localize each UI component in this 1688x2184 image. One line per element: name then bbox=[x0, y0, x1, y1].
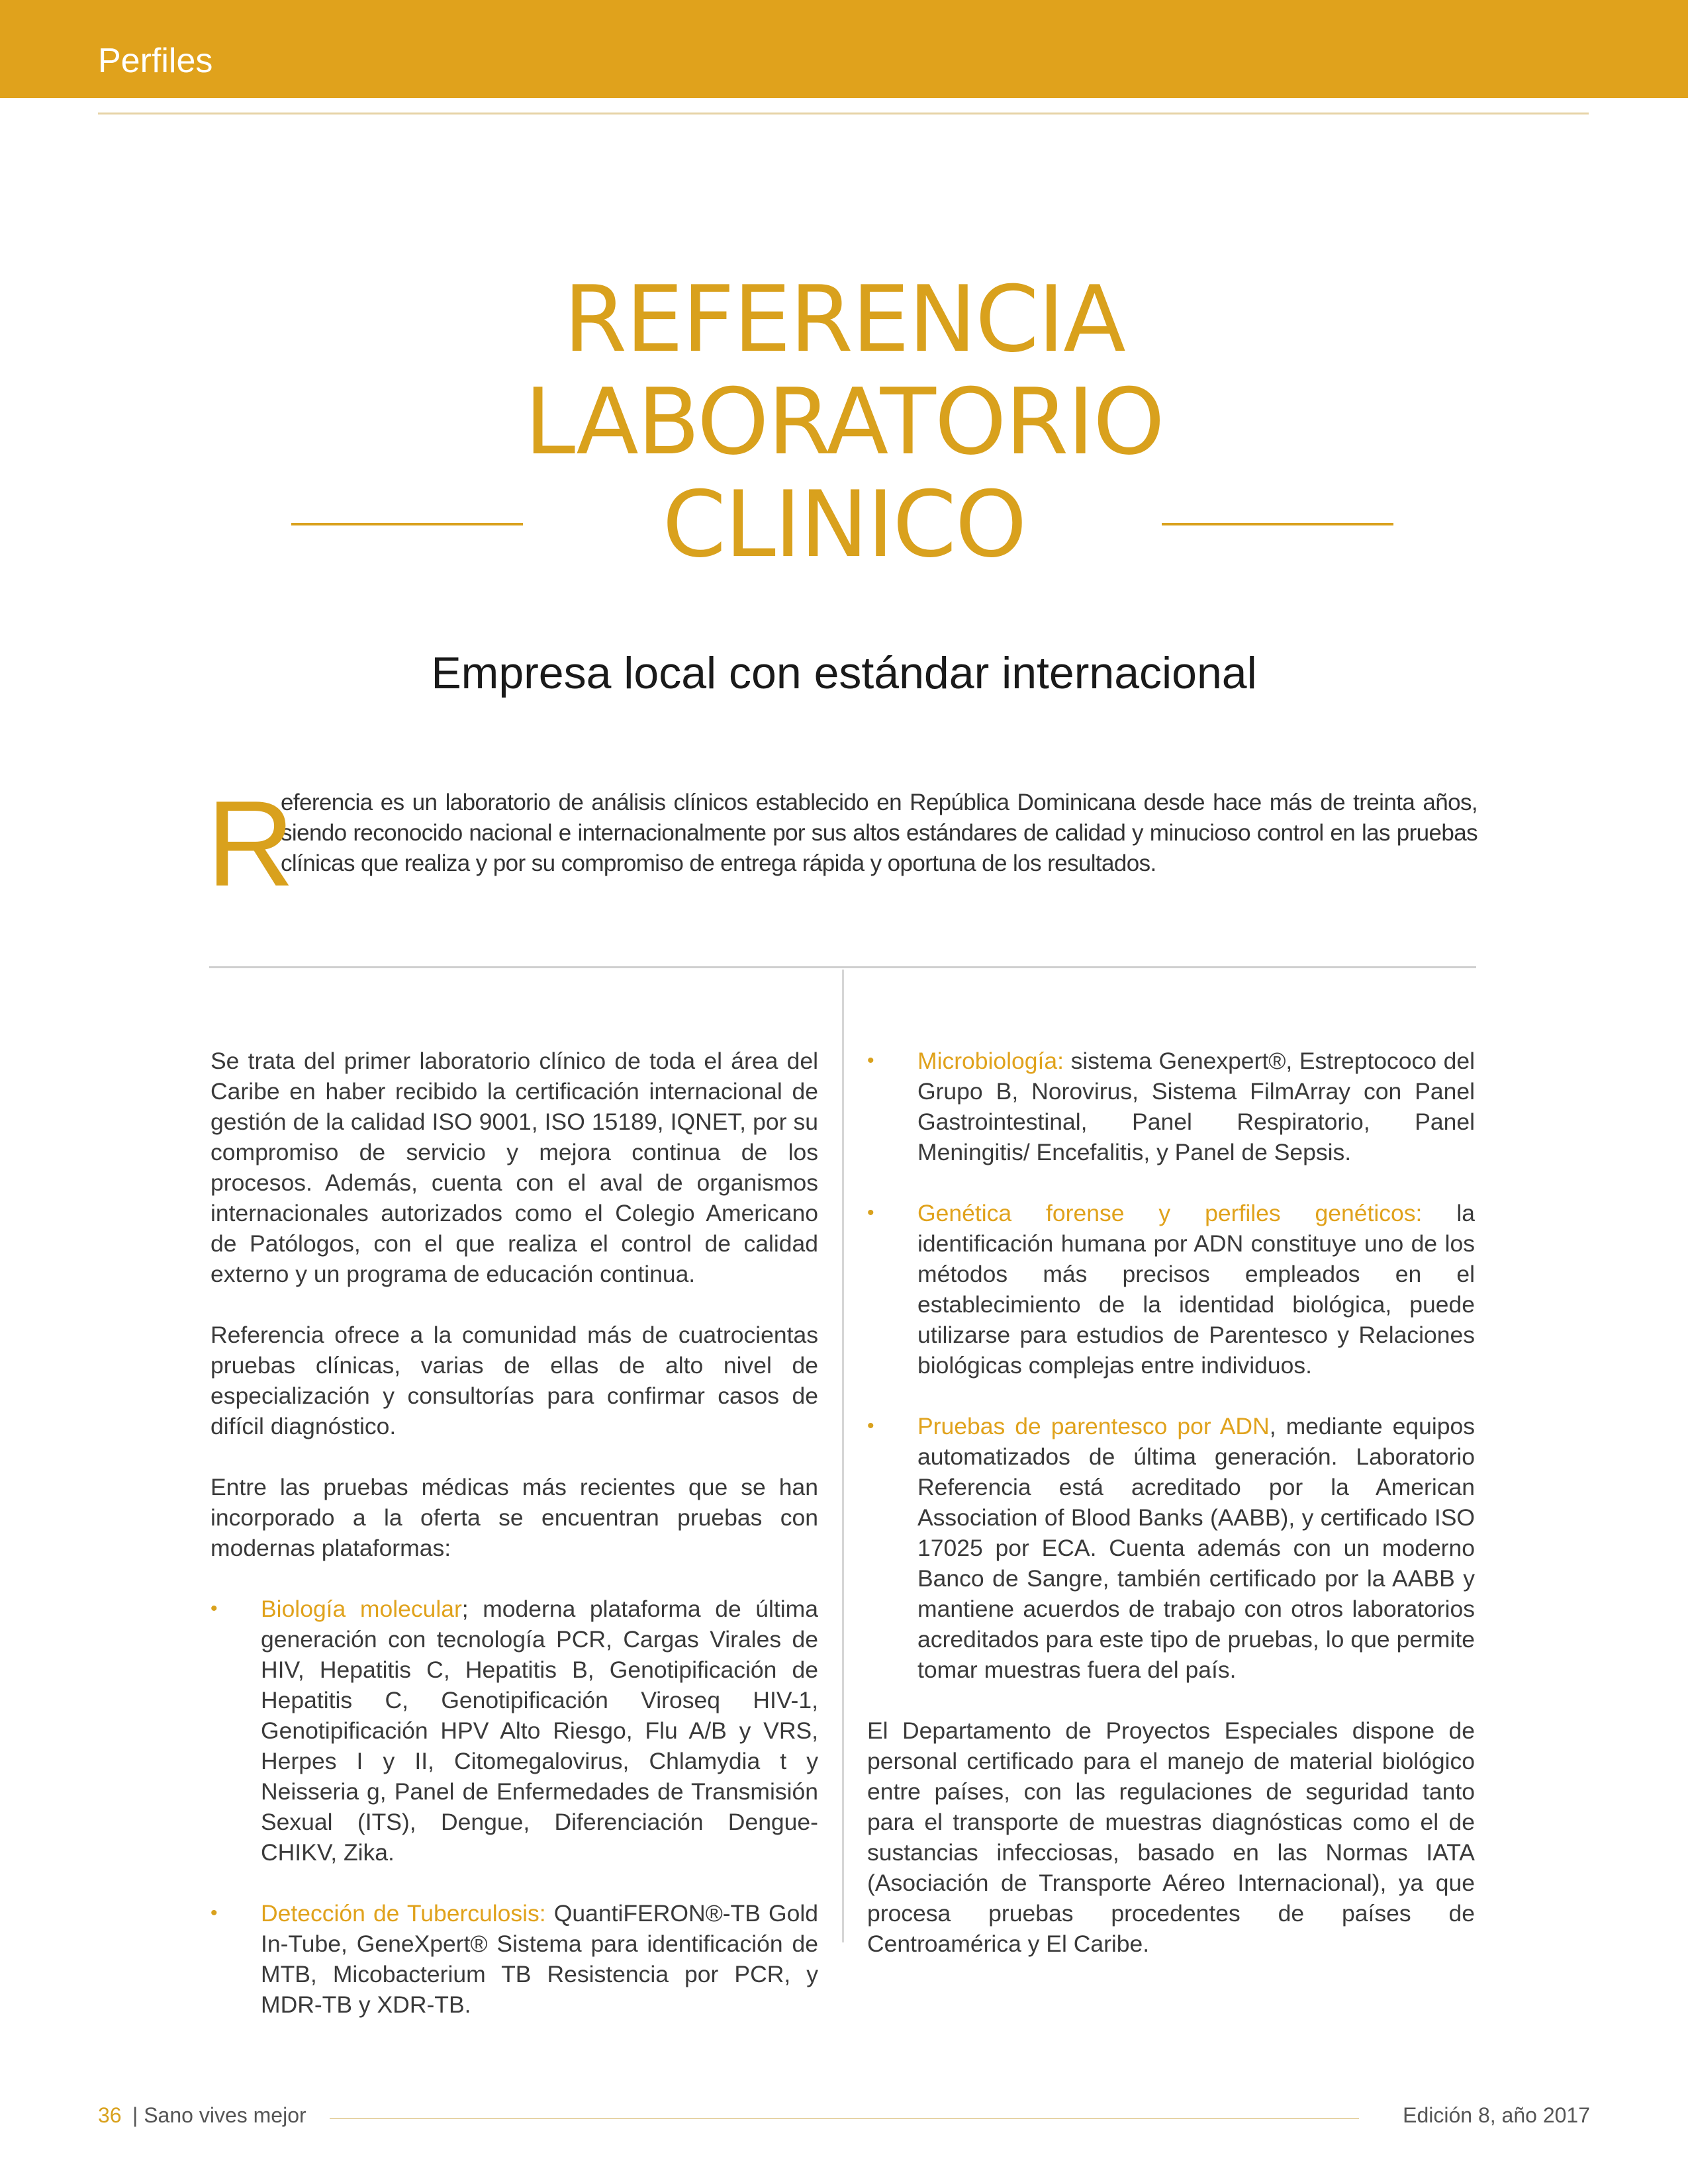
lead-divider bbox=[209, 966, 1476, 968]
right-paragraph-1: El Departamento de Proyectos Especiales dispone de personal certificado para el manejo de material biológico entre países, con las regulaciones de seguridad tanto para el transporte de muestras diagnósticas como el de sustancias infecciosas, basado en las Normas IATA (Asociación de Transporte Aéreo Internacional), ya que procesa pruebas procedentes de países de Centroamérica y El Caribe. bbox=[867, 1717, 1475, 1957]
bullet-label: Detección de Tuberculosis: bbox=[261, 1900, 546, 1927]
title-line-2: LABORATORIO bbox=[524, 369, 1164, 475]
lead-text: eferencia es un laboratorio de análisis clínicos establecido en República Dominicana desde hace más de treinta años, siendo reconocido nacional e internacionalmente por sus altos estándares de calidad y minucioso control en las pruebas clínicas que realiza y por su compromiso de entrega rápida y oportuna de los resultados. bbox=[281, 790, 1477, 876]
title-rule-left bbox=[291, 523, 523, 525]
lead-paragraph bbox=[207, 775, 1477, 911]
left-paragraph-1: Se trata del primer laboratorio clínico de toda el área del Caribe en haber recibido la certificación internacional de gestión de la calidad ISO 9001, ISO 15189, IQNET, por su compromiso de servicio y mejora continua de los procesos. Además, cuenta con el aval de organismos internacionales autorizados como el Colegio Americano de Patólogos, con el que realiza el control de calidad externo y un programa de educación continua. bbox=[211, 1048, 818, 1287]
bullet-label: Biología molecular bbox=[261, 1596, 462, 1622]
title-line-3: CLINICO bbox=[662, 471, 1026, 578]
section-label: Perfiles bbox=[98, 42, 213, 80]
bullet-text: QuantiFERON®-TB Gold In-Tube, GeneXpert® Sistema para identificación de MTB, Micobacterium TB Resistencia por PCR, y MDR-TB y XDR-TB. bbox=[261, 1900, 818, 2018]
page-number: 36 bbox=[98, 2103, 122, 2127]
bullet-text: sistema Genexpert®, Estreptococo del Grupo B, Norovirus, Sistema FilmArray con Panel Gastrointestinal, Panel Respiratorio, Panel Meningitis/ Encefalitis, y Panel de Sepsis. bbox=[917, 1048, 1475, 1165]
bullet-label: Microbiología: bbox=[917, 1048, 1064, 1074]
drop-cap: R bbox=[207, 775, 295, 911]
magazine-name: | Sano vives mejor bbox=[132, 2103, 306, 2127]
list-item bbox=[211, 1898, 818, 2020]
edition-info: Edición 8, año 2017 bbox=[1403, 2103, 1590, 2127]
bullet-text: la identificación humana por ADN constituye uno de los métodos más precisos empleados en el establecimiento de la identidad biológica, puede utilizarse para estudios de Parentesco y Relaciones biológicas complejas entre individuos. bbox=[917, 1200, 1476, 1379]
bullet-label: Genética forense y perfiles genéticos: bbox=[917, 1200, 1423, 1226]
title-line-1: REFERENCIA bbox=[563, 266, 1125, 373]
bullet-text: ; moderna plataforma de última generación con tecnología PCR, Cargas Virales de HIV, Hepatitis C, Hepatitis B, Genotipificación de Hepatitis C, Genotipificación Viroseq HIV-1, Genotipificación HPV Alto Riesgo, Flu A/B y VRS, Herpes I y II, Citomegalovirus, Chlamydia t y Neisseria g, Panel de Enfermedades de Transmisión Sexual (ITS), Dengue, Diferenciación Dengue-CHIKV, Zika. bbox=[261, 1596, 818, 1866]
header-bar bbox=[0, 0, 1688, 98]
bullet-text: , mediante equipos automatizados de última generación. Laboratorio Referencia está acreditado por la American Association of Blood Banks (AABB), y certificado ISO 17025 por ECA. Cuenta además con un moderno Banco de Sangre, también certificado por la AABB y mantiene acuerdos de trabajo con otros laboratorios acreditados para este tipo de pruebas, lo que permite tomar muestras fuera del país. bbox=[917, 1413, 1475, 1683]
footer-rule bbox=[330, 2118, 1359, 2119]
left-bullet-list bbox=[211, 1594, 818, 2020]
list-item bbox=[867, 1046, 1475, 1167]
list-item bbox=[211, 1594, 818, 1868]
article-subtitle: Empresa local con estándar internacional bbox=[431, 648, 1257, 698]
list-item bbox=[867, 1198, 1475, 1381]
header-rule bbox=[98, 113, 1589, 114]
list-item bbox=[867, 1411, 1475, 1685]
right-bullet-list bbox=[867, 1046, 1475, 1685]
title-rule-right bbox=[1162, 523, 1393, 525]
article-title bbox=[0, 268, 1688, 576]
column-divider bbox=[842, 970, 844, 1942]
left-paragraph-2: Referencia ofrece a la comunidad más de cuatrocientas pruebas clínicas, varias de ellas de alto nivel de especialización y consultorías para confirmar casos de difícil diagnóstico. bbox=[211, 1322, 818, 1439]
right-column bbox=[867, 1046, 1475, 1989]
bullet-label: Pruebas de parentesco por ADN bbox=[917, 1413, 1270, 1439]
left-column bbox=[211, 1046, 818, 2050]
left-paragraph-3: Entre las pruebas médicas más recientes que se han incorporado a la oferta se encuentran pruebas con modernas plataformas: bbox=[211, 1474, 818, 1561]
